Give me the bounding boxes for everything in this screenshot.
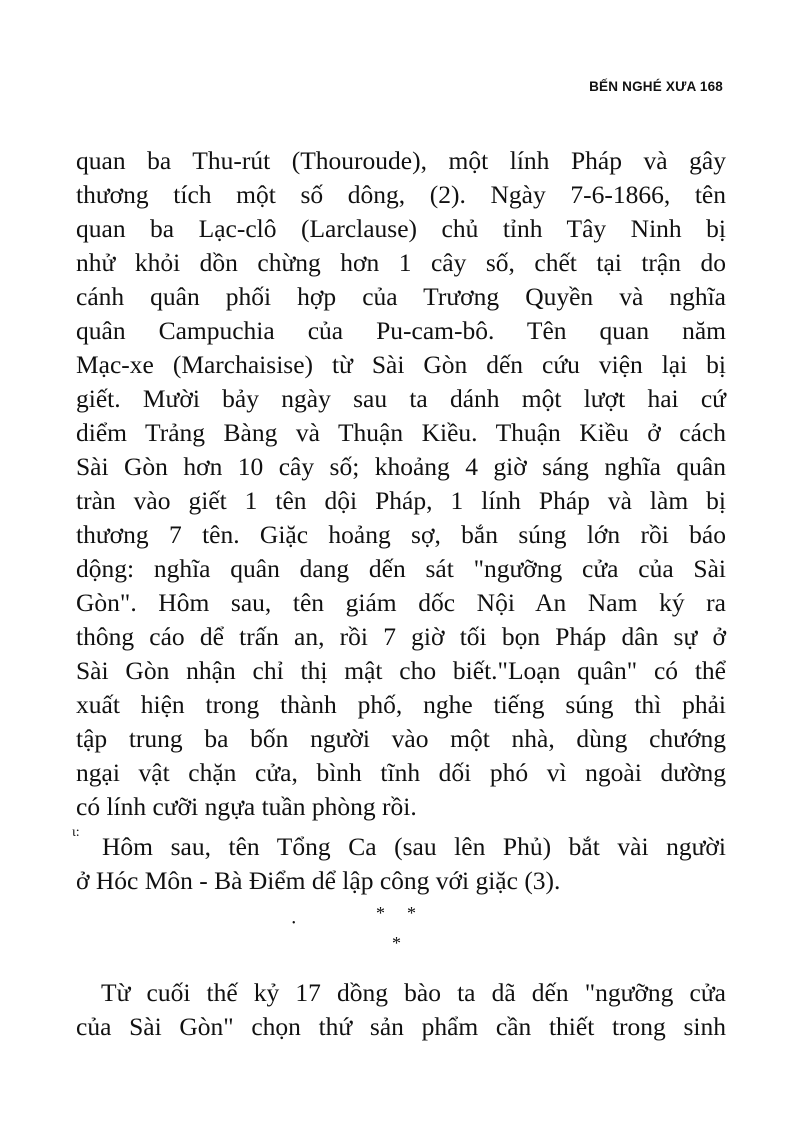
text-line: quan ba Lạc-clô (Larclause) chủ tỉnh Tây Ninh bị — [76, 214, 726, 243]
text-line: xuất hiện trong thành phố, nghe tiếng súng thì phải — [76, 690, 726, 719]
text-line: giết. Mười bảy ngày sau ta dánh một lượt hai cứ — [76, 384, 726, 413]
text-line: quân Campuchia của Pu-cam-bô. Tên quan năm — [76, 316, 726, 345]
text-line: diểm Trảng Bàng và Thuận Kiều. Thuận Kiều ở cách — [76, 418, 726, 447]
text-line: cánh quân phối hợp của Trương Quyền và nghĩa — [76, 282, 726, 311]
text-line: ở Hóc Môn - Bà Điểm dể lập công với giặc (3). — [76, 866, 561, 895]
text-line: thương tích một số dông, (2). Ngày 7-6-1866, tên — [76, 180, 726, 209]
print-speck-mark: • — [292, 918, 296, 929]
separator-star: * — [376, 903, 385, 923]
text-line: dộng: nghĩa quân dang dến sát "ngưỡng cửa của Sài — [76, 554, 726, 583]
text-line: Từ cuối thế kỷ 17 dồng bào ta dã dến "ngưỡng cửa — [101, 978, 726, 1007]
text-line: nhử khỏi dồn chừng hơn 1 cây số, chết tại trận do — [76, 248, 726, 277]
text-line: quan ba Thu-rút (Thouroude), một lính Pháp và gây — [76, 146, 726, 175]
text-line: có lính cưỡi ngựa tuần phòng rồi. — [76, 792, 417, 821]
text-line: Sài Gòn hơn 10 cây số; khoảng 4 giờ sáng nghĩa quân — [76, 452, 726, 481]
print-speck-mark: ι: — [72, 825, 80, 840]
text-line: thông cáo dể trấn an, rồi 7 giờ tối bọn Pháp dân sự ở — [76, 622, 726, 651]
text-line: Hôm sau, tên Tổng Ca (sau lên Phủ) bắt vài người — [102, 832, 726, 861]
separator-star: * — [392, 933, 401, 953]
text-line: Mạc-xe (Marchaisise) từ Sài Gòn dến cứu viện lại bị — [76, 350, 726, 379]
text-line: thương 7 tên. Giặc hoảng sợ, bắn súng lớn rồi báo — [76, 520, 726, 549]
text-line: tràn vào giết 1 tên dội Pháp, 1 lính Pháp và làm bị — [76, 486, 726, 515]
text-line: Sài Gòn nhận chỉ thị mật cho biết."Loạn quân" có thể — [76, 656, 726, 685]
text-line: của Sài Gòn" chọn thứ sản phẩm cần thiết trong sinh — [76, 1012, 726, 1041]
text-line: Gòn". Hôm sau, tên giám dốc Nội An Nam ký ra — [76, 588, 726, 617]
text-line: tập trung ba bốn người vào một nhà, dùng chướng — [76, 724, 726, 753]
separator-star: * — [407, 903, 416, 923]
running-header: BẾN NGHÉ XƯA 168 — [589, 79, 723, 94]
text-line: ngại vật chặn cửa, bình tĩnh dối phó vì ngoài dường — [76, 758, 726, 787]
